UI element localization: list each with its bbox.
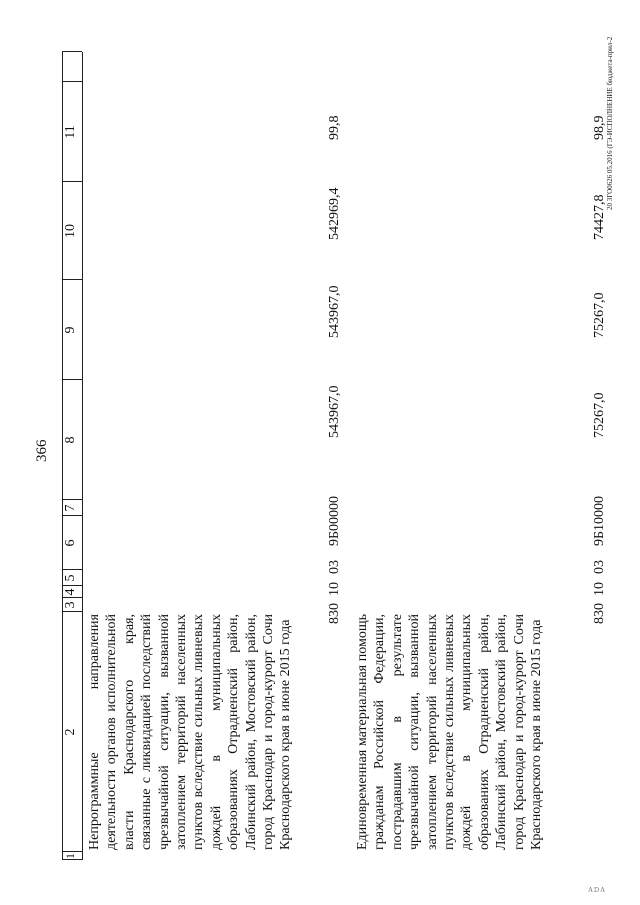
row-1-col11: 99,8 <box>327 115 342 140</box>
row-1-col6: 9Б00000 <box>327 495 342 546</box>
row-2-col10: 74427,8 <box>592 194 607 240</box>
header-col-3: 3 <box>63 601 78 609</box>
row-2-description: Единовременная материальная помощь гражданам Российской Федерации, пострадавшим в результате чрезвычайной ситуации, вызванной затоплением территорий населенных пунктов вследствие сильных ливневых дождей в муниципальных образованиях Отрадненский район, Лабинский район, Мостовский район, город Краснодар и город-курорт Сочи Краснодарского края в июне 2015 года <box>355 614 545 850</box>
row-1-col4: 10 <box>327 582 342 596</box>
row-1-col10: 542969,4 <box>327 187 342 240</box>
row-1-col9: 543967,0 <box>327 285 342 338</box>
row-1-col8: 543967,0 <box>327 385 342 438</box>
header-col-9: 9 <box>63 326 78 334</box>
row-2-col3: 830 <box>592 603 607 624</box>
footer-code: 20 ЗГО0626 05.2016 (ГЭ-ИСПОЛНЕНИЕ бюджета-прил-2 <box>606 36 614 210</box>
header-col-4: 4 <box>63 588 78 596</box>
rotated-table <box>62 36 622 860</box>
header-col-6: 6 <box>63 539 78 547</box>
row-1-col3: 830 <box>327 603 342 624</box>
col-sep <box>62 51 82 52</box>
row-1-col5: 03 <box>327 560 342 574</box>
page-number: 366 <box>34 439 50 462</box>
header-col-1: 1 <box>63 853 77 859</box>
header-col-5: 5 <box>63 574 78 582</box>
row-2-col11: 98,9 <box>592 115 607 140</box>
header-col-7: 7 <box>63 504 78 512</box>
row-2-col4: 10 <box>592 582 607 596</box>
header-col-10: 10 <box>63 224 78 238</box>
header-col-8: 8 <box>63 436 78 444</box>
row-2-col9: 75267,0 <box>592 292 607 338</box>
row-2-col8: 75267,0 <box>592 392 607 438</box>
row-2-col5: 03 <box>592 560 607 574</box>
header-col-2: 2 <box>63 728 78 736</box>
corner-mark: ADA <box>588 886 607 894</box>
row-2-col6: 9Б10000 <box>592 495 607 546</box>
header-bottom-border <box>82 52 83 860</box>
row-1-description: Непрограммные направления деятельности органов исполнительной власти Краснодарского края, связанные с ликвидацией последствий чрезвычайной ситуации, вызванной затоплением территорий населенных пунктов вследствие сильных ливневых дождей в муниципальных образованиях Отрадненский район, Лабинский район, Мостовский район, город Краснодар и город-курорт Сочи Краснодарского края в июне 2015 года <box>87 614 294 850</box>
header-col-11: 11 <box>63 125 78 139</box>
